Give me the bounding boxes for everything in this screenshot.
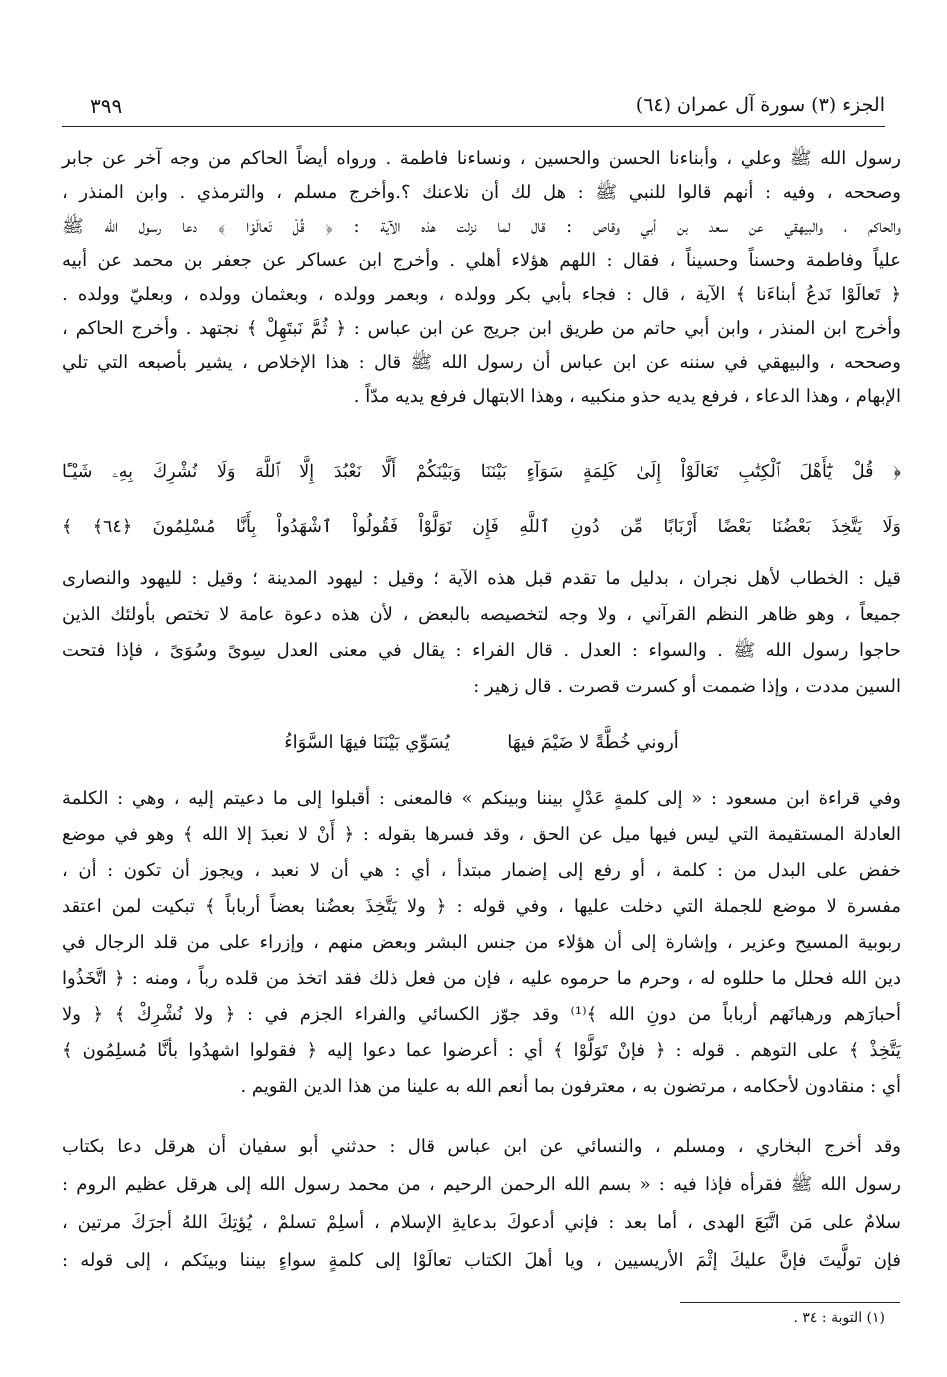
text-line: سلامٌ على مَن اتَّبَعَ الهدى ، أما بعد : فإني أدعوكَ بدعايةِ الإسلام ، أسلِمْ تسلمْ ، يُؤتِكَ اللهُ أجرَكَ مرتين ، bbox=[62, 1212, 901, 1233]
footnote-rule bbox=[680, 1302, 900, 1303]
text-line: وصححه ، والبيهقي في سننه عن ابن عباس أن رسول الله ﷺ قال : هذا الإخلاص ، يشير بأصبعه التي تلي bbox=[62, 352, 901, 373]
text-line: حاجوا رسول الله ﷺ . والسواء : العدل . قال الفراء : يقال في معنى العدل سِوىً وسُوَىً ، فإذا فتحت bbox=[62, 640, 902, 661]
poem-verse bbox=[62, 732, 901, 754]
footnote: (١) التوبة : ٣٤ . bbox=[793, 1310, 885, 1326]
text-line: دين الله فحلل ما حللوه له ، وحرم ما حرموه عليه ، فإن من فعل ذلك فقد اتخذ من قلده رباً ، ومنه : ﴿ اتَّخَذُوا bbox=[62, 968, 901, 989]
text-line: ﴿ تَعالَوْا نَدعُ أبناءَنا ﴾ الآية ، قال : فجاء بأبي بكر وولده ، وبعمر وولده ، وبعثمان وولده ، وبعليّ وولده . bbox=[62, 284, 901, 305]
text-line: والحاكم ، والبيهقي عن سعد بن أبي وقاص : قال لما نزلت هذه الآية : ﴿ قُلْ تَعالَوْا ﴾ دعا رسول الله ﷺ bbox=[62, 216, 901, 237]
header-title: الجزء (٣) سورة آل عمران (٦٤) bbox=[635, 94, 885, 116]
text-line: ربوبية المسيح وعزير ، وإشارة إلى أن هؤلاء من جنس البشر وبعض منهم ، وإزراء على من قلد الرجال في bbox=[62, 932, 901, 953]
text-line: يَتَّخِذْ ﴾ على التوهم . قوله : ﴿ فإنْ تَوَلَّوْا ﴾ أي : أعرضوا عما دعوا إليه ﴿ فقولوا اشهدُوا بأنَّا مُسلِمُون ﴾ bbox=[62, 1040, 901, 1061]
text-line: فإن تولَّيتَ فإنَّ عليكَ إثْمَ الأريسيين ، ويا أهلَ الكتاب تعالَوْا إلى كلمةٍ سواءٍ بيننا وبينَكم ، إلى قوله : bbox=[62, 1250, 901, 1271]
text-line: وفي قراءة ابن مسعود : « إلى كلمةٍ عَدْلٍ بيننا وبينكم » فالمعنى : أقبلوا إلى ما دعيتم إليه ، وهي : الكلمة bbox=[62, 788, 901, 809]
text-line: قيل : الخطاب لأهل نجران ، بدليل ما تقدم قبل هذه الآية ؛ وقيل : ليهود المدينة ؛ وقيل : لليهود والنصارى bbox=[62, 568, 901, 589]
running-header bbox=[62, 94, 885, 128]
text-line: وقد أخرج البخاري ، ومسلم ، والنسائي عن ابن عباس قال : حدثني أبو سفيان أن هرقل دعا بكتاب bbox=[62, 1136, 901, 1157]
text-line: علياً وفاطمة وحسناً وحسيناً ، فقال : اللهم هؤلاء أهلي . وأخرج ابن عساكر عن جعفر بن محمد عن أبيه bbox=[62, 250, 901, 271]
poem-hemistich-left: يُسَوِّي بَيْنَنَا فيهَا السَّوَاءُ bbox=[284, 732, 450, 753]
text-line: وصححه ، وفيه : أنهم قالوا للنبي ﷺ : هل لك أن نلاعنك ؟.وأخرج مسلم ، والترمذي . وابن المنذر ، bbox=[62, 182, 901, 203]
text-line: العادلة المستقيمة التي ليس فيها ميل عن الحق ، وقد فسرها بقوله : ﴿ أَنْ لا نعبدَ إلا الله ﴾ وهو في موضع bbox=[62, 824, 901, 845]
text-line: جميعاً ، وهو ظاهر النظم القرآني ، ولا وجه لتخصيصه بالبعض ، لأن هذه دعوة عامة لا تختص بأولئك الذين bbox=[62, 604, 901, 625]
text-line: وأخرج ابن المنذر ، وابن أبي حاتم من طريق ابن جريج عن ابن عباس : ﴿ ثُمَّ نَبتَهِلْ ﴾ نجتهد . وأخرج الحاكم ، bbox=[62, 318, 902, 339]
poem-hemistich-right: أروني خُطَّةً لا ضَيْمَ فيهَا bbox=[507, 732, 679, 753]
text-line: أي : منقادون لأحكامه ، مرتضون به ، معترفون بما أنعم الله به علينا من هذا الدين القويم . bbox=[240, 1076, 901, 1097]
quran-verse-line: وَلَا يَتَّخِذَ بَعْضُنَا بَعْضًا أَرْبَابًا مِّن دُونِ ٱللَّهِ فَإِن تَوَلَّوْاْ فَقُولُواْ ٱشْهَدُواْ بِأَنَّا مُسْلِمُونَ ﴿٦٤﴾ ﴾ bbox=[62, 517, 901, 537]
text-line: مفسرة لا موضع للجملة التي دخلت عليها ، وفي قوله : ﴿ ولا يَتَّخِذَ بعضُنا بعضاً أرباباً ﴾ تبكيت لمن اعتقد bbox=[62, 896, 901, 917]
text-line: السين مددت ، وإذا ضممت أو كسرت قصرت . قال زهير : bbox=[473, 676, 901, 697]
page-number: ٣٩٩ bbox=[90, 94, 123, 118]
quran-verse-line: ﴿ قُلْ يَٰٓأَهْلَ ٱلْكِتَٰبِ تَعَالَوْاْ إِلَىٰ كَلِمَةٍ سَوَآءٍ بَيْنَنَا وَبَيْنَكُمْ أَلَّا نَعْبُدَ إِلَّا ٱللَّهَ وَلَا نُشْرِكَ بِهِۦ شَيْـًٔا bbox=[62, 462, 901, 482]
text-line: رسول الله ﷺ فقرأه فإذا فيه : « بسم الله الرحمن الرحيم ، من محمد رسول الله إلى هرقل عظيم الروم : bbox=[62, 1174, 901, 1195]
text-line: خفض على البدل من : كلمة ، أو رفع إلى إضمار مبتدأ ، أي : هي أن لا نعبد ، ويجوز أن تكون : أن ، bbox=[62, 860, 901, 881]
header-rule bbox=[62, 126, 885, 127]
text-line: رسول الله ﷺ وعلي ، وأبناءنا الحسن والحسين ، ونساءنا فاطمة . ورواه أيضاً الحاكم من وجه آخر عن جابر bbox=[62, 148, 901, 169]
text-line: الإبهام ، وهذا الدعاء ، فرفع يديه حذو منكبيه ، وهذا الابتهال فرفع يديه مدّاً . bbox=[353, 386, 901, 407]
text-line: أحبارَهم ورهبانَهم أرباباً من دونِ الله ﴾⁽¹⁾ وقد جوّز الكسائي والفراء الجزم في : ﴿ ولا نُشْرِكْ ﴾ ﴿ ولا bbox=[62, 1004, 901, 1025]
